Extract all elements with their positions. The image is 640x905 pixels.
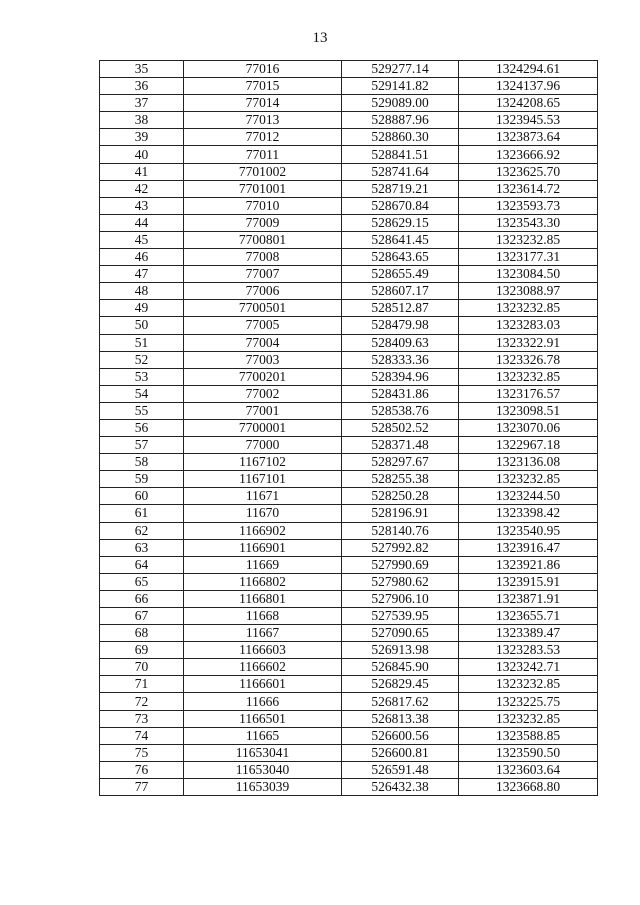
table-row <box>100 505 598 522</box>
table-row <box>100 573 598 590</box>
row-index-cell: 73 <box>100 710 184 727</box>
x-coordinate-cell: 529277.14 <box>342 61 459 78</box>
table-row <box>100 676 598 693</box>
coordinates-table <box>99 60 598 796</box>
x-coordinate-cell: 528841.51 <box>342 146 459 163</box>
x-coordinate-cell: 526432.38 <box>342 778 459 795</box>
x-coordinate-cell: 526591.48 <box>342 761 459 778</box>
row-index-cell: 56 <box>100 419 184 436</box>
x-coordinate-cell: 528643.65 <box>342 249 459 266</box>
point-id-cell: 7701002 <box>184 163 342 180</box>
row-index-cell: 41 <box>100 163 184 180</box>
table-row <box>100 710 598 727</box>
row-index-cell: 75 <box>100 744 184 761</box>
row-index-cell: 55 <box>100 402 184 419</box>
point-id-cell: 77015 <box>184 78 342 95</box>
coordinates-table-body <box>100 61 598 796</box>
point-id-cell: 7700501 <box>184 300 342 317</box>
table-row <box>100 300 598 317</box>
x-coordinate-cell: 529089.00 <box>342 95 459 112</box>
table-row <box>100 368 598 385</box>
x-coordinate-cell: 527906.10 <box>342 590 459 607</box>
table-row <box>100 163 598 180</box>
x-coordinate-cell: 526600.81 <box>342 744 459 761</box>
y-coordinate-cell: 1324137.96 <box>459 78 598 95</box>
point-id-cell: 77014 <box>184 95 342 112</box>
y-coordinate-cell: 1323915.91 <box>459 573 598 590</box>
x-coordinate-cell: 529141.82 <box>342 78 459 95</box>
x-coordinate-cell: 527980.62 <box>342 573 459 590</box>
table-row <box>100 488 598 505</box>
x-coordinate-cell: 528394.96 <box>342 368 459 385</box>
x-coordinate-cell: 526817.62 <box>342 693 459 710</box>
y-coordinate-cell: 1323916.47 <box>459 539 598 556</box>
table-row <box>100 556 598 573</box>
x-coordinate-cell: 528297.67 <box>342 454 459 471</box>
row-index-cell: 72 <box>100 693 184 710</box>
point-id-cell: 11668 <box>184 608 342 625</box>
x-coordinate-cell: 528655.49 <box>342 266 459 283</box>
table-row <box>100 608 598 625</box>
y-coordinate-cell: 1323871.91 <box>459 590 598 607</box>
point-id-cell: 1167101 <box>184 471 342 488</box>
point-id-cell: 11665 <box>184 727 342 744</box>
point-id-cell: 77007 <box>184 266 342 283</box>
x-coordinate-cell: 528641.45 <box>342 231 459 248</box>
row-index-cell: 77 <box>100 778 184 795</box>
point-id-cell: 11667 <box>184 625 342 642</box>
row-index-cell: 60 <box>100 488 184 505</box>
x-coordinate-cell: 528196.91 <box>342 505 459 522</box>
x-coordinate-cell: 528333.36 <box>342 351 459 368</box>
row-index-cell: 35 <box>100 61 184 78</box>
table-row <box>100 112 598 129</box>
table-row <box>100 454 598 471</box>
table-row <box>100 351 598 368</box>
y-coordinate-cell: 1323177.31 <box>459 249 598 266</box>
y-coordinate-cell: 1323655.71 <box>459 608 598 625</box>
point-id-cell: 1166801 <box>184 590 342 607</box>
row-index-cell: 53 <box>100 368 184 385</box>
y-coordinate-cell: 1323084.50 <box>459 266 598 283</box>
y-coordinate-cell: 1323543.30 <box>459 214 598 231</box>
x-coordinate-cell: 528512.87 <box>342 300 459 317</box>
row-index-cell: 46 <box>100 249 184 266</box>
x-coordinate-cell: 527539.95 <box>342 608 459 625</box>
row-index-cell: 42 <box>100 180 184 197</box>
point-id-cell: 11653041 <box>184 744 342 761</box>
row-index-cell: 67 <box>100 608 184 625</box>
y-coordinate-cell: 1323590.50 <box>459 744 598 761</box>
table-row <box>100 744 598 761</box>
row-index-cell: 58 <box>100 454 184 471</box>
point-id-cell: 77016 <box>184 61 342 78</box>
x-coordinate-cell: 528887.96 <box>342 112 459 129</box>
point-id-cell: 77011 <box>184 146 342 163</box>
y-coordinate-cell: 1323326.78 <box>459 351 598 368</box>
point-id-cell: 77001 <box>184 402 342 419</box>
row-index-cell: 49 <box>100 300 184 317</box>
point-id-cell: 1166501 <box>184 710 342 727</box>
y-coordinate-cell: 1323244.50 <box>459 488 598 505</box>
table-row <box>100 659 598 676</box>
y-coordinate-cell: 1323225.75 <box>459 693 598 710</box>
row-index-cell: 76 <box>100 761 184 778</box>
row-index-cell: 37 <box>100 95 184 112</box>
y-coordinate-cell: 1323232.85 <box>459 368 598 385</box>
page-number: 13 <box>312 30 328 46</box>
point-id-cell: 77009 <box>184 214 342 231</box>
table-row <box>100 197 598 214</box>
row-index-cell: 61 <box>100 505 184 522</box>
row-index-cell: 44 <box>100 214 184 231</box>
x-coordinate-cell: 526913.98 <box>342 642 459 659</box>
point-id-cell: 1166901 <box>184 539 342 556</box>
y-coordinate-cell: 1323232.85 <box>459 231 598 248</box>
x-coordinate-cell: 528409.63 <box>342 334 459 351</box>
x-coordinate-cell: 526600.56 <box>342 727 459 744</box>
row-index-cell: 62 <box>100 522 184 539</box>
row-index-cell: 65 <box>100 573 184 590</box>
y-coordinate-cell: 1323232.85 <box>459 710 598 727</box>
row-index-cell: 70 <box>100 659 184 676</box>
row-index-cell: 68 <box>100 625 184 642</box>
table-row <box>100 471 598 488</box>
row-index-cell: 39 <box>100 129 184 146</box>
row-index-cell: 52 <box>100 351 184 368</box>
table-row <box>100 249 598 266</box>
row-index-cell: 63 <box>100 539 184 556</box>
y-coordinate-cell: 1323283.03 <box>459 317 598 334</box>
table-row <box>100 129 598 146</box>
y-coordinate-cell: 1323588.85 <box>459 727 598 744</box>
table-row <box>100 146 598 163</box>
point-id-cell: 11671 <box>184 488 342 505</box>
table-row <box>100 214 598 231</box>
y-coordinate-cell: 1323088.97 <box>459 283 598 300</box>
point-id-cell: 7700801 <box>184 231 342 248</box>
row-index-cell: 69 <box>100 642 184 659</box>
y-coordinate-cell: 1322967.18 <box>459 437 598 454</box>
point-id-cell: 1166802 <box>184 573 342 590</box>
table-row <box>100 78 598 95</box>
x-coordinate-cell: 528538.76 <box>342 402 459 419</box>
x-coordinate-cell: 528670.84 <box>342 197 459 214</box>
row-index-cell: 36 <box>100 78 184 95</box>
table-row <box>100 95 598 112</box>
y-coordinate-cell: 1323283.53 <box>459 642 598 659</box>
row-index-cell: 38 <box>100 112 184 129</box>
y-coordinate-cell: 1323389.47 <box>459 625 598 642</box>
y-coordinate-cell: 1323945.53 <box>459 112 598 129</box>
y-coordinate-cell: 1323322.91 <box>459 334 598 351</box>
x-coordinate-cell: 526845.90 <box>342 659 459 676</box>
row-index-cell: 51 <box>100 334 184 351</box>
point-id-cell: 1166603 <box>184 642 342 659</box>
x-coordinate-cell: 528629.15 <box>342 214 459 231</box>
row-index-cell: 59 <box>100 471 184 488</box>
x-coordinate-cell: 528140.76 <box>342 522 459 539</box>
x-coordinate-cell: 528371.48 <box>342 437 459 454</box>
y-coordinate-cell: 1323232.85 <box>459 471 598 488</box>
point-id-cell: 11653040 <box>184 761 342 778</box>
x-coordinate-cell: 527090.65 <box>342 625 459 642</box>
point-id-cell: 77003 <box>184 351 342 368</box>
x-coordinate-cell: 527992.82 <box>342 539 459 556</box>
point-id-cell: 77004 <box>184 334 342 351</box>
y-coordinate-cell: 1323873.64 <box>459 129 598 146</box>
row-index-cell: 74 <box>100 727 184 744</box>
table-row <box>100 180 598 197</box>
row-index-cell: 64 <box>100 556 184 573</box>
x-coordinate-cell: 528860.30 <box>342 129 459 146</box>
y-coordinate-cell: 1323593.73 <box>459 197 598 214</box>
x-coordinate-cell: 528479.98 <box>342 317 459 334</box>
point-id-cell: 11669 <box>184 556 342 573</box>
point-id-cell: 1166602 <box>184 659 342 676</box>
row-index-cell: 66 <box>100 590 184 607</box>
table-row <box>100 402 598 419</box>
x-coordinate-cell: 528250.28 <box>342 488 459 505</box>
x-coordinate-cell: 528431.86 <box>342 385 459 402</box>
row-index-cell: 50 <box>100 317 184 334</box>
y-coordinate-cell: 1323176.57 <box>459 385 598 402</box>
point-id-cell: 77006 <box>184 283 342 300</box>
row-index-cell: 43 <box>100 197 184 214</box>
table-row <box>100 231 598 248</box>
row-index-cell: 71 <box>100 676 184 693</box>
table-row <box>100 693 598 710</box>
table-row <box>100 419 598 436</box>
point-id-cell: 11670 <box>184 505 342 522</box>
point-id-cell: 11653039 <box>184 778 342 795</box>
point-id-cell: 77012 <box>184 129 342 146</box>
y-coordinate-cell: 1323232.85 <box>459 676 598 693</box>
point-id-cell: 1167102 <box>184 454 342 471</box>
y-coordinate-cell: 1323666.92 <box>459 146 598 163</box>
point-id-cell: 7700001 <box>184 419 342 436</box>
table-row <box>100 642 598 659</box>
y-coordinate-cell: 1323625.70 <box>459 163 598 180</box>
y-coordinate-cell: 1323540.95 <box>459 522 598 539</box>
x-coordinate-cell: 528255.38 <box>342 471 459 488</box>
y-coordinate-cell: 1324294.61 <box>459 61 598 78</box>
y-coordinate-cell: 1324208.65 <box>459 95 598 112</box>
row-index-cell: 54 <box>100 385 184 402</box>
point-id-cell: 7700201 <box>184 368 342 385</box>
row-index-cell: 47 <box>100 266 184 283</box>
y-coordinate-cell: 1323921.86 <box>459 556 598 573</box>
table-row <box>100 590 598 607</box>
point-id-cell: 7701001 <box>184 180 342 197</box>
table-row <box>100 761 598 778</box>
table-row <box>100 283 598 300</box>
y-coordinate-cell: 1323603.64 <box>459 761 598 778</box>
point-id-cell: 77002 <box>184 385 342 402</box>
y-coordinate-cell: 1323242.71 <box>459 659 598 676</box>
table-row <box>100 266 598 283</box>
y-coordinate-cell: 1323668.80 <box>459 778 598 795</box>
point-id-cell: 77013 <box>184 112 342 129</box>
table-row <box>100 727 598 744</box>
point-id-cell: 1166902 <box>184 522 342 539</box>
x-coordinate-cell: 528502.52 <box>342 419 459 436</box>
table-row <box>100 522 598 539</box>
table-row <box>100 385 598 402</box>
table-row <box>100 778 598 795</box>
x-coordinate-cell: 526813.38 <box>342 710 459 727</box>
y-coordinate-cell: 1323136.08 <box>459 454 598 471</box>
row-index-cell: 40 <box>100 146 184 163</box>
table-row <box>100 61 598 78</box>
y-coordinate-cell: 1323614.72 <box>459 180 598 197</box>
table-row <box>100 437 598 454</box>
point-id-cell: 77010 <box>184 197 342 214</box>
point-id-cell: 77000 <box>184 437 342 454</box>
row-index-cell: 57 <box>100 437 184 454</box>
table-row <box>100 625 598 642</box>
x-coordinate-cell: 528719.21 <box>342 180 459 197</box>
x-coordinate-cell: 528607.17 <box>342 283 459 300</box>
x-coordinate-cell: 528741.64 <box>342 163 459 180</box>
x-coordinate-cell: 526829.45 <box>342 676 459 693</box>
point-id-cell: 77005 <box>184 317 342 334</box>
row-index-cell: 45 <box>100 231 184 248</box>
point-id-cell: 77008 <box>184 249 342 266</box>
y-coordinate-cell: 1323070.06 <box>459 419 598 436</box>
table-row <box>100 334 598 351</box>
point-id-cell: 1166601 <box>184 676 342 693</box>
table-row <box>100 539 598 556</box>
y-coordinate-cell: 1323232.85 <box>459 300 598 317</box>
y-coordinate-cell: 1323098.51 <box>459 402 598 419</box>
y-coordinate-cell: 1323398.42 <box>459 505 598 522</box>
table-row <box>100 317 598 334</box>
row-index-cell: 48 <box>100 283 184 300</box>
point-id-cell: 11666 <box>184 693 342 710</box>
x-coordinate-cell: 527990.69 <box>342 556 459 573</box>
